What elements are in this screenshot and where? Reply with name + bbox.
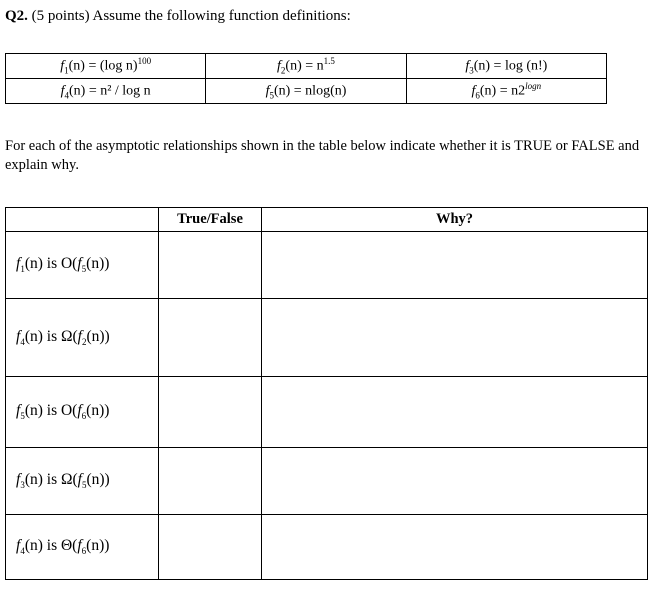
true-false-cell[interactable]: [159, 448, 262, 515]
header-true-false: True/False: [159, 208, 262, 232]
definition-cell: $f_2(n) = n^{1.5}$: [206, 54, 406, 79]
relationship-statement: $f_1(n)$ is $O(f_5(n))$: [6, 232, 159, 299]
why-cell[interactable]: [262, 377, 648, 448]
header-statement: [6, 208, 159, 232]
instructions-text: For each of the asymptotic relationships shown in the table below indicate whether it is TRUE or FALSE and explain why.: [5, 138, 640, 173]
answer-table: [5, 207, 648, 580]
answer-header-row: [6, 208, 648, 232]
definition-cell: $f_5(n) = nlog(n)$: [206, 79, 406, 104]
true-false-cell[interactable]: [159, 232, 262, 299]
true-false-cell[interactable]: [159, 515, 262, 580]
why-cell[interactable]: [262, 515, 648, 580]
relationship-statement: $f_3(n)$ is $\Omega(f_5(n))$: [6, 448, 159, 515]
definition-cell: $f_4(n) = n^2 / \log n$: [6, 79, 206, 104]
true-false-cell[interactable]: [159, 377, 262, 448]
answer-row: [6, 232, 648, 299]
relationship-statement: $f_5(n)$ is $O(f_6(n))$: [6, 377, 159, 448]
definitions-row: [6, 79, 607, 104]
header-why: Why?: [262, 208, 648, 232]
answer-row: [6, 515, 648, 580]
definition-cell: $f_3(n) = \log (n!)$: [406, 54, 606, 79]
relationship-statement: $f_4(n)$ is $\Theta(f_6(n))$: [6, 515, 159, 580]
question-text: (5 points) Assume the following function definitions:: [31, 8, 351, 24]
why-cell[interactable]: [262, 299, 648, 377]
question-heading: [5, 8, 351, 25]
definitions-row: [6, 54, 607, 79]
true-false-cell[interactable]: [159, 299, 262, 377]
answer-row: [6, 377, 648, 448]
function-definitions-table: [5, 53, 607, 104]
why-cell[interactable]: [262, 232, 648, 299]
answer-row: [6, 448, 648, 515]
question-label: Q2.: [5, 8, 28, 24]
relationship-statement: $f_4(n)$ is $\Omega(f_2(n))$: [6, 299, 159, 377]
definition-cell: $f_6(n) = n2^{logn}$: [406, 79, 606, 104]
why-cell[interactable]: [262, 448, 648, 515]
definition-cell: $f_1(n) = (\log$ n)$^{100}$: [6, 54, 206, 79]
answer-row: [6, 299, 648, 377]
